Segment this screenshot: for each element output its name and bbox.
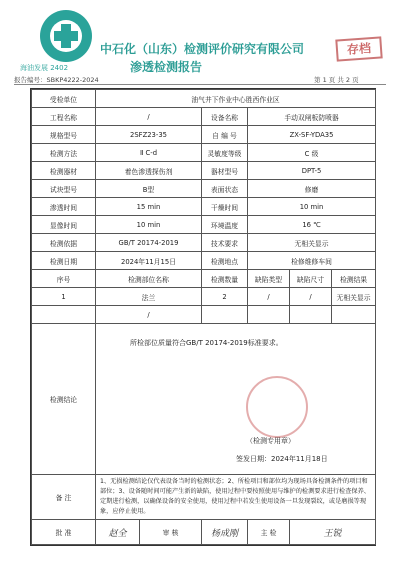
- table-row: [32, 306, 376, 324]
- project-label: 工程名称: [32, 108, 96, 126]
- table-row: [32, 198, 376, 216]
- date-value: 2024年11月15日: [96, 252, 202, 270]
- pen-time-value: 15 min: [96, 198, 202, 216]
- model-value: 2SFZ23-35: [96, 126, 202, 144]
- temp-label: 环境温度: [202, 216, 248, 234]
- dev-time-label: 显像时间: [32, 216, 96, 234]
- archive-stamp: 存档: [335, 36, 382, 61]
- approve-signature: 赵全: [96, 520, 140, 545]
- self-no-label: 自 编 号: [202, 126, 248, 144]
- block-value: B型: [96, 180, 202, 198]
- col-header: 缺陷尺寸: [290, 270, 332, 288]
- col-header: 序号: [32, 270, 96, 288]
- inspection-table: [30, 88, 376, 546]
- signature-row: [32, 520, 376, 545]
- table-cell: /: [96, 306, 202, 324]
- pen-time-label: 渗透时间: [32, 198, 96, 216]
- table-row: [32, 144, 376, 162]
- main-signature: 王锐: [290, 520, 376, 545]
- col-header: 检测部位名称: [96, 270, 202, 288]
- table-cell: 无相关显示: [332, 288, 376, 306]
- company-title: 中石化（山东）检测评价研究有限公司: [100, 42, 305, 56]
- device-label: 设备名称: [202, 108, 248, 126]
- tech-value: 无相关显示: [248, 234, 376, 252]
- table-cell: /: [248, 288, 290, 306]
- conclusion-row: [32, 324, 376, 475]
- table-cell: 2: [202, 288, 248, 306]
- surface-value: 修磨: [248, 180, 376, 198]
- review-label: 审 核: [140, 520, 202, 545]
- company-logo-icon: [40, 10, 92, 62]
- model-label: 规格型号: [32, 126, 96, 144]
- note-row: [32, 475, 376, 520]
- page-number: 第 1 页 共 2 页: [314, 76, 359, 84]
- note-label: 备 注: [32, 475, 96, 520]
- place-value: 检修维修车间: [248, 252, 376, 270]
- self-no-value: ZX-SF-YDA35: [248, 126, 376, 144]
- main-label: 主 检: [248, 520, 290, 545]
- equip-label: 检测器材: [32, 162, 96, 180]
- project-value: /: [96, 108, 202, 126]
- approve-label: 批 准: [32, 520, 96, 545]
- header-divider: [14, 84, 386, 85]
- place-label: 检测地点: [202, 252, 248, 270]
- tech-label: 技术要求: [202, 234, 248, 252]
- table-row: [32, 216, 376, 234]
- col-header: 缺陷类型: [248, 270, 290, 288]
- dev-time-value: 10 min: [96, 216, 202, 234]
- review-signature: 杨成刚: [202, 520, 248, 545]
- table-row: [32, 90, 376, 108]
- col-header: 检测结果: [332, 270, 376, 288]
- equip-value: 着色渗透探伤剂: [96, 162, 202, 180]
- sensitivity-label: 灵敏度等级: [202, 144, 248, 162]
- col-header: 检测数量: [202, 270, 248, 288]
- entrust-value: 油气井下作业中心胜西作业区: [96, 90, 376, 108]
- report-header: [0, 0, 400, 88]
- table-row: [32, 108, 376, 126]
- table-row: [32, 180, 376, 198]
- issue-date: 签发日期：2024年11月18日: [236, 455, 328, 463]
- table-row: [32, 126, 376, 144]
- model2-label: 器材型号: [202, 162, 248, 180]
- model2-value: DPT-5: [248, 162, 376, 180]
- table-cell: 1: [32, 288, 96, 306]
- method-value: Ⅱ C-d: [96, 144, 202, 162]
- logo-caption: 海油发展 2402: [20, 64, 69, 72]
- temp-value: 16 ℃: [248, 216, 376, 234]
- device-value: 手动双闸板防喷器: [248, 108, 376, 126]
- sensitivity-value: C 级: [248, 144, 376, 162]
- dry-time-value: 10 min: [248, 198, 376, 216]
- table-cell: [248, 306, 290, 324]
- entrust-label: 受检单位: [32, 90, 96, 108]
- report-number: 报告编号：SBKP4222-2024: [14, 76, 99, 84]
- table-cell: 法兰: [96, 288, 202, 306]
- note-text: 1、无损检测结论仅代表设备当时的检测状态；2、所检项目和部位均为现场具备检测条件的项目和部位；3、设备随时间可能产生新的缺陷，使用过程中要按照使用与维护的检测要求进行检查保养、定期进行检测，以确保设备的安全使用，使用过程中若发生使用设备一旦发现裂纹，或是磨损等现象，应停止使用。: [96, 475, 376, 520]
- results-header-row: [32, 270, 376, 288]
- seal-icon: [246, 376, 308, 438]
- table-cell: /: [290, 288, 332, 306]
- table-row: [32, 234, 376, 252]
- report-title: 渗透检测报告: [130, 60, 203, 74]
- stamp-label: （检测专用章）: [246, 437, 295, 445]
- table-row: [32, 162, 376, 180]
- table-cell: [290, 306, 332, 324]
- method-label: 检测方法: [32, 144, 96, 162]
- conclusion-cell: [96, 324, 376, 475]
- table-row: [32, 252, 376, 270]
- table-cell: [202, 306, 248, 324]
- conclusion-text: 所检部位质量符合GB/T 20174-2019标准要求。: [130, 339, 283, 347]
- basis-value: GB/T 20174-2019: [96, 234, 202, 252]
- basis-label: 检测依据: [32, 234, 96, 252]
- conclusion-label: 检测结论: [32, 324, 96, 475]
- block-label: 试块型号: [32, 180, 96, 198]
- dry-time-label: 干燥时间: [202, 198, 248, 216]
- table-cell: [32, 306, 96, 324]
- table-row: [32, 288, 376, 306]
- surface-label: 表面状态: [202, 180, 248, 198]
- date-label: 检测日期: [32, 252, 96, 270]
- table-cell: [332, 306, 376, 324]
